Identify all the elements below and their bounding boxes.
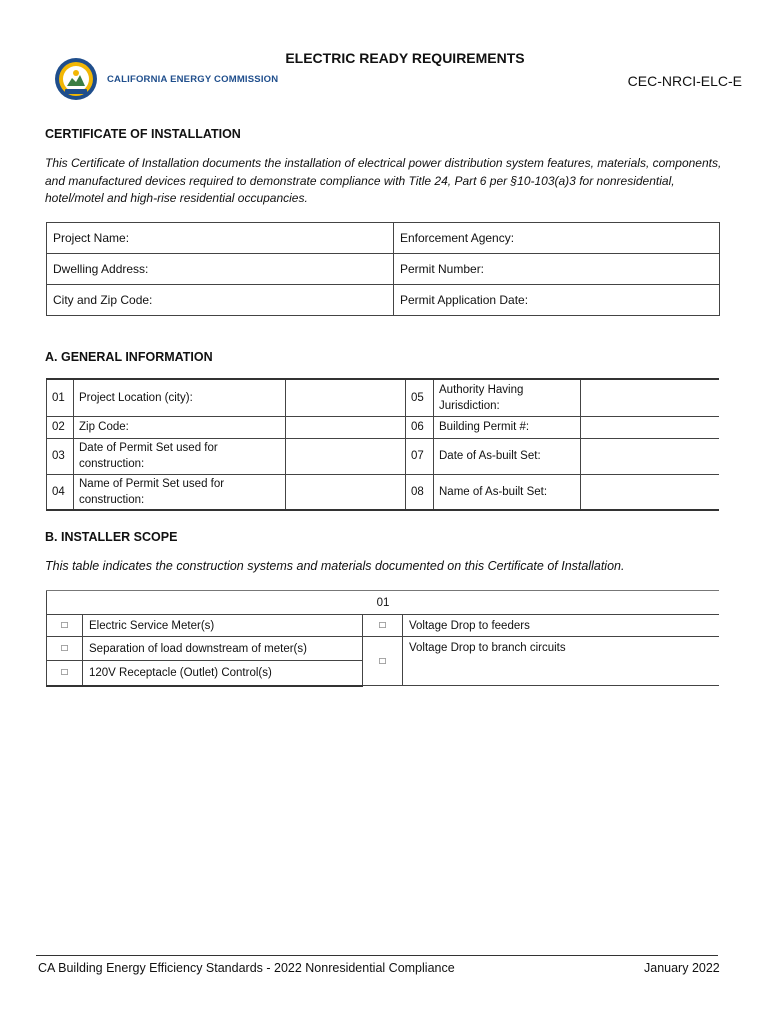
project-name-field[interactable]: Project Name: (47, 223, 394, 254)
row-number: 03 (47, 438, 74, 474)
row-label: Project Location (city): (74, 379, 286, 416)
building-permit-input[interactable] (581, 416, 720, 438)
row-number: 08 (406, 474, 434, 510)
as-built-date-input[interactable] (581, 438, 720, 474)
installer-scope-heading: B. INSTALLER SCOPE (45, 530, 178, 544)
general-information-heading: A. GENERAL INFORMATION (45, 350, 213, 364)
scope-column-header: 01 (47, 591, 720, 615)
california-seal-icon (53, 56, 99, 102)
row-label: Date of Permit Set used for construction: (74, 438, 286, 474)
row-number: 02 (47, 416, 74, 438)
dwelling-address-field[interactable]: Dwelling Address: (47, 254, 394, 285)
meter-checkbox[interactable]: □ (47, 615, 83, 637)
scope-item-label: Voltage Drop to feeders (403, 615, 720, 637)
scope-item-label: Voltage Drop to branch circuits (403, 637, 720, 686)
authority-having-jurisdiction-input[interactable] (581, 379, 720, 416)
row-number: 04 (47, 474, 74, 510)
voltage-drop-feeders-checkbox[interactable]: □ (363, 615, 403, 637)
document-title: ELECTRIC READY REQUIREMENTS (285, 50, 525, 66)
row-label: Building Permit #: (434, 416, 581, 438)
row-number: 05 (406, 379, 434, 416)
project-location-input[interactable] (286, 379, 406, 416)
project-info-table (46, 222, 720, 316)
row-label: Zip Code: (74, 416, 286, 438)
enforcement-agency-field[interactable]: Enforcement Agency: (394, 223, 720, 254)
scope-item-label: 120V Receptacle (Outlet) Control(s) (83, 661, 363, 686)
zip-code-input[interactable] (286, 416, 406, 438)
footer-standards-text: CA Building Energy Efficiency Standards - 2022 Nonresidential Compliance (38, 961, 455, 975)
row-label: Authority Having Jurisdiction: (434, 379, 581, 416)
certificate-heading: CERTIFICATE OF INSTALLATION (45, 127, 241, 141)
scope-item-label: Electric Service Meter(s) (83, 615, 363, 637)
row-label: Name of Permit Set used for construction: (74, 474, 286, 510)
voltage-drop-branch-checkbox[interactable]: □ (363, 637, 403, 686)
receptacle-control-checkbox[interactable]: □ (47, 661, 83, 686)
installer-scope-table (46, 590, 719, 687)
row-number: 06 (406, 416, 434, 438)
row-number: 01 (47, 379, 74, 416)
permit-set-date-input[interactable] (286, 438, 406, 474)
form-code: CEC-NRCI-ELC-E (627, 73, 742, 89)
certificate-description: This Certificate of Installation documents the installation of electrical power distribution system features, materials, components, and manufactured devices required to demonstrate compliance with Title 24, Part 6 per §10-103(a)3 for nonresidential, hotel/motel and high-rise residential occupancies. (45, 156, 722, 205)
footer-divider (36, 955, 718, 956)
scope-item-label: Separation of load downstream of meter(s) (83, 637, 363, 661)
row-label: Name of As-built Set: (434, 474, 581, 510)
permit-application-date-field[interactable]: Permit Application Date: (394, 285, 720, 316)
row-number: 07 (406, 438, 434, 474)
footer-date: January 2022 (644, 961, 720, 975)
load-separation-checkbox[interactable]: □ (47, 637, 83, 661)
general-information-table (46, 378, 719, 511)
installer-scope-description: This table indicates the construction systems and materials documented on this Certificate of Installation. (45, 559, 625, 573)
as-built-name-input[interactable] (581, 474, 720, 510)
permit-set-name-input[interactable] (286, 474, 406, 510)
permit-number-field[interactable]: Permit Number: (394, 254, 720, 285)
row-label: Date of As-built Set: (434, 438, 581, 474)
city-zip-field[interactable]: City and Zip Code: (47, 285, 394, 316)
agency-name: CALIFORNIA ENERGY COMMISSION (107, 74, 279, 85)
